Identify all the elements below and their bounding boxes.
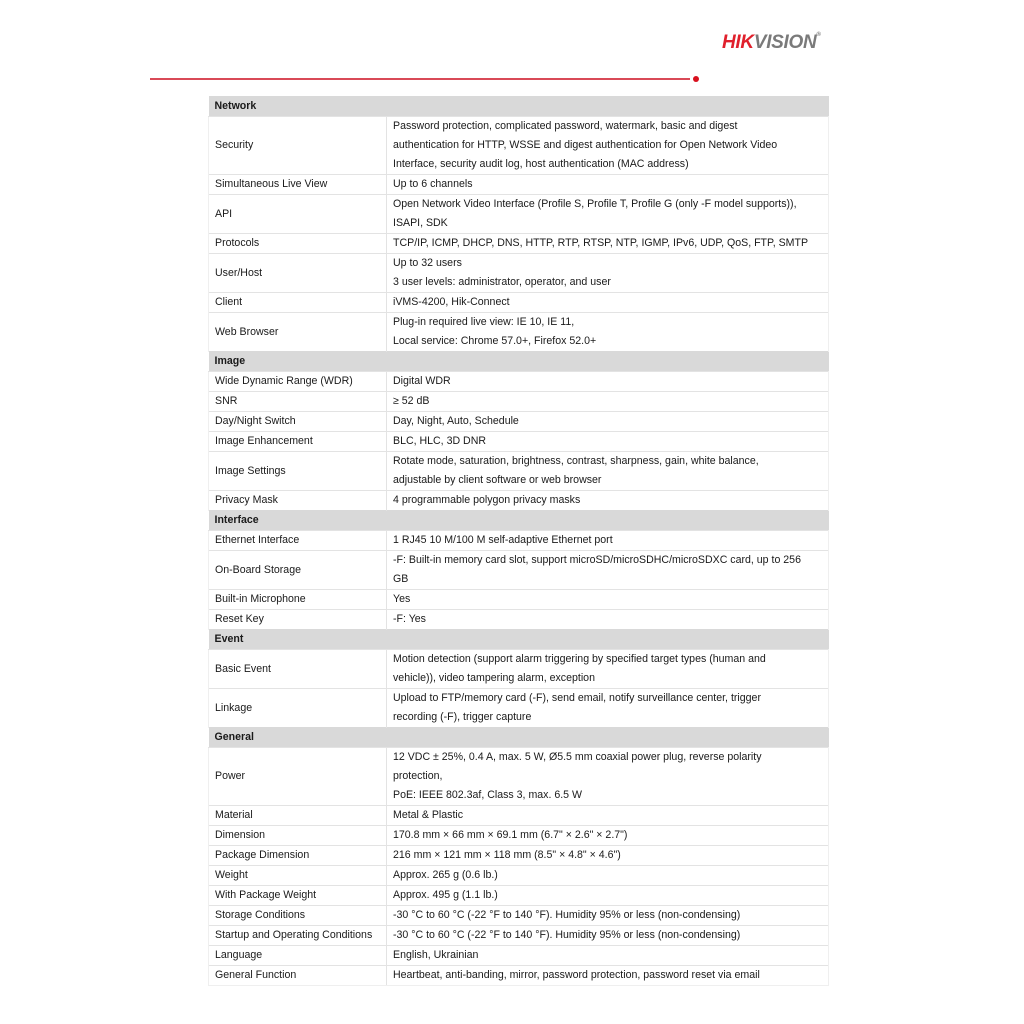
spec-label: Dimension	[209, 826, 387, 846]
spec-row	[209, 826, 829, 846]
spec-row	[209, 886, 829, 906]
spec-label: Image Settings	[209, 452, 387, 491]
spec-value	[387, 551, 829, 590]
spec-value	[387, 926, 829, 946]
spec-label: Privacy Mask	[209, 491, 387, 511]
spec-value-line: 3 user levels: administrator, operator, and user	[393, 276, 611, 288]
spec-value-line: Approx. 495 g (1.1 lb.)	[393, 889, 498, 901]
spec-row	[209, 254, 829, 293]
spec-value	[387, 846, 829, 866]
spec-value-line: -30 °C to 60 °C (-22 °F to 140 °F). Humidity 95% or less (non-condensing)	[393, 909, 741, 921]
spec-label: Reset Key	[209, 610, 387, 630]
spec-row	[209, 689, 829, 728]
spec-label: Web Browser	[209, 313, 387, 352]
spec-row	[209, 117, 829, 175]
spec-value-line: Approx. 265 g (0.6 lb.)	[393, 869, 498, 881]
spec-row	[209, 846, 829, 866]
spec-value	[387, 946, 829, 966]
spec-value-line: Motion detection (support alarm triggering by specified target types (human and	[393, 653, 766, 665]
spec-label: Storage Conditions	[209, 906, 387, 926]
spec-value-line: Day, Night, Auto, Schedule	[393, 415, 519, 427]
spec-value-line: 1 RJ45 10 M/100 M self-adaptive Ethernet port	[393, 534, 613, 546]
spec-label: Simultaneous Live View	[209, 175, 387, 195]
spec-value	[387, 748, 829, 806]
spec-table	[208, 96, 829, 986]
spec-value-line: Plug-in required live view: IE 10, IE 11,	[393, 316, 575, 328]
spec-value-line: -30 °C to 60 °C (-22 °F to 140 °F). Humidity 95% or less (non-condensing)	[393, 929, 741, 941]
spec-value-line: Local service: Chrome 57.0+, Firefox 52.0+	[393, 335, 597, 347]
spec-value-line: Digital WDR	[393, 375, 451, 387]
section-title: Interface	[209, 511, 829, 531]
spec-label: Wide Dynamic Range (WDR)	[209, 372, 387, 392]
spec-value	[387, 610, 829, 630]
spec-row	[209, 313, 829, 352]
spec-value	[387, 689, 829, 728]
section-title: General	[209, 728, 829, 748]
spec-value-line: Interface, security audit log, host authentication (MAC address)	[393, 158, 689, 170]
spec-label: Ethernet Interface	[209, 531, 387, 551]
spec-value	[387, 195, 829, 234]
spec-row	[209, 392, 829, 412]
spec-value-line: authentication for HTTP, WSSE and digest authentication for Open Network Video	[393, 139, 778, 151]
spec-row	[209, 412, 829, 432]
spec-value-line: 170.8 mm × 66 mm × 69.1 mm (6.7" × 2.6" × 2.7")	[393, 829, 628, 841]
section-header-image	[209, 352, 829, 372]
registered-mark: ®	[816, 32, 821, 38]
spec-label: General Function	[209, 966, 387, 986]
spec-value-line: Metal & Plastic	[393, 809, 464, 821]
spec-label: Power	[209, 748, 387, 806]
spec-value	[387, 906, 829, 926]
spec-row	[209, 906, 829, 926]
spec-label: API	[209, 195, 387, 234]
section-title: Image	[209, 352, 829, 372]
spec-value	[387, 392, 829, 412]
spec-value-line: protection,	[393, 770, 443, 782]
header-divider-line	[150, 78, 690, 80]
spec-label: SNR	[209, 392, 387, 412]
spec-value	[387, 806, 829, 826]
spec-value-line: adjustable by client software or web browser	[393, 474, 602, 486]
spec-label: Startup and Operating Conditions	[209, 926, 387, 946]
spec-row	[209, 926, 829, 946]
spec-value-line: Up to 6 channels	[393, 178, 473, 190]
spec-label: Security	[209, 117, 387, 175]
spec-label: Linkage	[209, 689, 387, 728]
spec-value	[387, 590, 829, 610]
section-title: Event	[209, 630, 829, 650]
spec-value-line: recording (-F), trigger capture	[393, 711, 532, 723]
section-header-general	[209, 728, 829, 748]
spec-value	[387, 372, 829, 392]
spec-row	[209, 748, 829, 806]
spec-value	[387, 650, 829, 689]
spec-label: User/Host	[209, 254, 387, 293]
spec-row	[209, 866, 829, 886]
section-header-interface	[209, 511, 829, 531]
spec-row	[209, 491, 829, 511]
spec-label: With Package Weight	[209, 886, 387, 906]
spec-label: Day/Night Switch	[209, 412, 387, 432]
spec-row	[209, 432, 829, 452]
spec-row	[209, 946, 829, 966]
section-title: Network	[209, 97, 829, 117]
spec-table-body	[209, 97, 829, 986]
spec-value-line: GB	[393, 573, 409, 585]
spec-value-line: 216 mm × 121 mm × 118 mm (8.5" × 4.8" × 4.6")	[393, 849, 621, 861]
header-divider-dot	[693, 76, 699, 82]
spec-value	[387, 866, 829, 886]
spec-value-line: iVMS-4200, Hik-Connect	[393, 296, 510, 308]
spec-label: Image Enhancement	[209, 432, 387, 452]
spec-value-line: Rotate mode, saturation, brightness, contrast, sharpness, gain, white balance,	[393, 455, 759, 467]
spec-row	[209, 806, 829, 826]
spec-value-line: ISAPI, SDK	[393, 217, 448, 229]
spec-value-line: -F: Yes	[393, 613, 426, 625]
spec-label: Client	[209, 293, 387, 313]
hikvision-logo	[722, 32, 821, 54]
spec-value	[387, 313, 829, 352]
spec-value	[387, 452, 829, 491]
spec-value	[387, 432, 829, 452]
spec-label: Weight	[209, 866, 387, 886]
spec-label: Language	[209, 946, 387, 966]
spec-row	[209, 590, 829, 610]
spec-value-line: -F: Built-in memory card slot, support microSD/microSDHC/microSDXC card, up to 256	[393, 554, 801, 566]
spec-value	[387, 966, 829, 986]
spec-value-line: PoE: IEEE 802.3af, Class 3, max. 6.5 W	[393, 789, 583, 801]
spec-row	[209, 531, 829, 551]
spec-value-line: Password protection, complicated password, watermark, basic and digest	[393, 120, 738, 132]
spec-label: Basic Event	[209, 650, 387, 689]
spec-row	[209, 234, 829, 254]
spec-row	[209, 195, 829, 234]
spec-value-line: 12 VDC ± 25%, 0.4 A, max. 5 W, Ø5.5 mm coaxial power plug, reverse polarity	[393, 751, 762, 763]
section-header-event	[209, 630, 829, 650]
spec-value-line: TCP/IP, ICMP, DHCP, DNS, HTTP, RTP, RTSP, NTP, IGMP, IPv6, UDP, QoS, FTP, SMTP	[393, 237, 809, 249]
spec-row	[209, 372, 829, 392]
spec-row	[209, 293, 829, 313]
spec-row	[209, 650, 829, 689]
spec-value-line: Up to 32 users	[393, 257, 462, 269]
section-header-network	[209, 97, 829, 117]
spec-value	[387, 254, 829, 293]
spec-value	[387, 234, 829, 254]
logo-text-gray: VISION	[753, 32, 817, 53]
spec-label: Material	[209, 806, 387, 826]
spec-label: Built-in Microphone	[209, 590, 387, 610]
spec-value-line: ≥ 52 dB	[393, 395, 430, 407]
spec-value-line: 4 programmable polygon privacy masks	[393, 494, 581, 506]
spec-value	[387, 293, 829, 313]
spec-label: Package Dimension	[209, 846, 387, 866]
spec-row	[209, 610, 829, 630]
spec-value-line: vehicle)), video tampering alarm, exception	[393, 672, 595, 684]
spec-value	[387, 412, 829, 432]
spec-value	[387, 531, 829, 551]
spec-value	[387, 491, 829, 511]
spec-row	[209, 966, 829, 986]
spec-value	[387, 826, 829, 846]
spec-value	[387, 175, 829, 195]
spec-label: Protocols	[209, 234, 387, 254]
spec-row	[209, 452, 829, 491]
spec-value-line: BLC, HLC, 3D DNR	[393, 435, 487, 447]
spec-row	[209, 551, 829, 590]
spec-row	[209, 175, 829, 195]
spec-value-line: Upload to FTP/memory card (-F), send email, notify surveillance center, trigger	[393, 692, 761, 704]
spec-value-line: Yes	[393, 593, 411, 605]
spec-value-line: English, Ukrainian	[393, 949, 479, 961]
logo-text-red: HIK	[722, 32, 754, 53]
spec-value	[387, 886, 829, 906]
spec-value	[387, 117, 829, 175]
spec-label: On-Board Storage	[209, 551, 387, 590]
spec-value-line: Heartbeat, anti-banding, mirror, password protection, password reset via email	[393, 969, 760, 981]
spec-value-line: Open Network Video Interface (Profile S, Profile T, Profile G (only -F model supports)),	[393, 198, 797, 210]
